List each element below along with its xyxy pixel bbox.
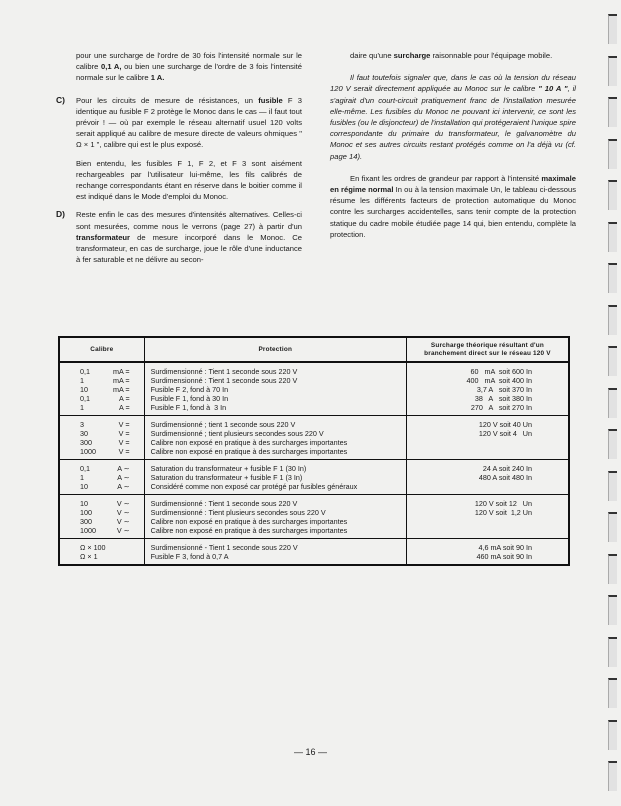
protection-line: Fusible F 1, fond à 30 In xyxy=(150,394,229,403)
italic-note-paragraph: Il faut toutefois signaler que, dans le cas où la tension du réseau 120 V serait directement appliquée au Monoc sur le calibre " 10 A ", il s'agirait d'un court-circuit pratiquement franc de l'installation mesurée elle-même. Les fusibles du Monoc ne pouvant ici intervenir, ce sont les fusibles (ou le disjoncteur) de l'installation qui protégeraient l'unique spire correspondante du primaire du transformateur, le galvanomètre du Monoc et ses autres circuits restant protégés comme on l'a déjà vu (cf. page 14). xyxy=(330,73,576,161)
protection-line: Surdimensionné - Tient 1 seconde sous 220 V xyxy=(150,543,298,552)
calibre-cell xyxy=(59,460,144,495)
binding-tab xyxy=(608,139,617,169)
table-row xyxy=(59,460,569,495)
protection-cell xyxy=(144,460,406,495)
protection-cell xyxy=(144,495,406,539)
surcharge-line: 4,6 mA soit 90 In xyxy=(478,543,532,552)
surcharge-cell xyxy=(406,495,569,539)
binding-tabs xyxy=(606,0,621,806)
protection-line: Considéré comme non exposé car protégé par fusibles généraux xyxy=(150,482,358,491)
section-letter: C) xyxy=(56,94,65,105)
table-row xyxy=(59,362,569,416)
calibre-value: 1 A ∼ xyxy=(80,473,130,482)
binding-tab xyxy=(608,429,617,459)
header-protection: Protection xyxy=(144,337,406,362)
calibre-value: 300 V ∼ xyxy=(80,517,130,526)
page-number: — 16 — xyxy=(293,747,327,757)
surcharge-cell xyxy=(406,539,569,566)
surcharge-cell xyxy=(406,416,569,460)
intro-paragraph: pour une surcharge de l'ordre de 30 fois l'intensité normale sur le calibre 0,1 A, ou bien une surcharge de l'ordre de 3 fois l'intensité normale sur le calibre 1 A. xyxy=(76,51,302,83)
binding-tab xyxy=(608,637,617,667)
calibre-value: 1000 V ∼ xyxy=(80,526,130,535)
protection-cell xyxy=(144,362,406,416)
header-calibre: Calibre xyxy=(59,337,144,362)
protection-line: Surdimensionné ; tient 1 seconde sous 220 V xyxy=(150,420,296,429)
surcharge-line: 460 mA soit 90 In xyxy=(476,552,532,561)
binding-tab xyxy=(608,14,617,44)
protection-line: Calibre non exposé en pratique à des surcharges importantes xyxy=(150,517,348,526)
surcharge-line: 480 A soit 480 In xyxy=(478,473,532,482)
surcharge-line: 120 V soit 1,2 Un xyxy=(474,508,532,517)
surcharge-line: 3,7 A soit 370 In xyxy=(476,385,532,394)
protection-line: Saturation du transformateur + fusible F 1 (30 In) xyxy=(150,464,307,473)
calibre-value: 30 V = xyxy=(80,429,130,438)
surcharge-line: 400 mA soit 400 In xyxy=(466,376,532,385)
protection-line: Surdimensionné : Tient 1 seconde sous 220 V xyxy=(150,499,298,508)
calibre-value: Ω × 1 xyxy=(80,552,98,561)
calibre-value: Ω × 100 xyxy=(80,543,106,552)
calibre-value: 0,1 A ∼ xyxy=(80,464,130,473)
calibre-cell xyxy=(59,416,144,460)
section-letter: D) xyxy=(56,209,65,220)
protection-line: Calibre non exposé en pratique à des surcharges importantes xyxy=(150,438,348,447)
calibre-value: 0,1 mA = xyxy=(80,367,130,376)
summary-paragraph: En fixant les ordres de grandeur par rapport à l'intensité maximale en régime normal In ou à la tension maximale Un, le tableau ci-dessous résume les différents facteurs de protection automatique du Monoc contre les surcharges accidentelles, sans tenir compte de la protection statique du cadre mobile étudiée page 14 qui, bien entendu, complète la protection. xyxy=(330,173,576,239)
table-header-row xyxy=(59,337,569,362)
binding-tab xyxy=(608,512,617,542)
continuation-paragraph: daire qu'une surcharge raisonnable pour l'équipage mobile. xyxy=(350,51,553,60)
calibre-value: 10 A ∼ xyxy=(80,482,130,491)
table-row xyxy=(59,495,569,539)
binding-tab xyxy=(608,720,617,750)
calibre-value: 0,1 A = xyxy=(80,394,130,403)
section-c xyxy=(56,95,302,203)
binding-tab xyxy=(608,305,617,335)
binding-tab xyxy=(608,180,617,210)
protection-cell xyxy=(144,416,406,460)
protection-line: Calibre non exposé en pratique à des surcharges importantes xyxy=(150,447,348,456)
surcharge-line: 120 V soit 4 Un xyxy=(478,429,532,438)
calibre-value: 1 A = xyxy=(80,403,130,412)
calibre-cell xyxy=(59,495,144,539)
section-c-paragraph-1: Pour les circuits de mesure de résistances, un fusible F 3 identique au fusible F 2 protège le Monoc dans le cas — il faut tout prévoir ! — où par exemple le réseau alternatif usuel 120 volts serait appliqué au calibre de mesure directe de valeurs ohmiques " Ω × 1 ", calibre qui est le plus exposé. xyxy=(76,95,302,150)
protection-line: Fusible F 2, fond à 70 In xyxy=(150,385,229,394)
calibre-value: 100 V ∼ xyxy=(80,508,130,517)
calibre-cell xyxy=(59,362,144,416)
binding-tab xyxy=(608,761,617,791)
table-row xyxy=(59,539,569,566)
calibre-cell xyxy=(59,539,144,566)
binding-tab xyxy=(608,56,617,86)
surcharge-line: 24 A soit 240 In xyxy=(482,464,532,473)
right-column xyxy=(330,50,576,240)
binding-tab xyxy=(608,471,617,501)
protection-line: Calibre non exposé en pratique à des surcharges importantes xyxy=(150,526,348,535)
calibre-value: 300 V = xyxy=(80,438,130,447)
binding-tab xyxy=(608,595,617,625)
surcharge-line: 38 A soit 380 In xyxy=(474,394,532,403)
calibre-value: 10 V ∼ xyxy=(80,499,130,508)
protection-line: Saturation du transformateur + fusible F 1 (3 In) xyxy=(150,473,303,482)
surcharge-cell xyxy=(406,362,569,416)
surcharge-line: 120 V soit 40 Un xyxy=(478,420,532,429)
calibre-value: 1 mA = xyxy=(80,376,130,385)
protection-line: Surdimensionné : Tient 1 seconde sous 220 V xyxy=(150,376,298,385)
protection-line: Fusible F 3, fond à 0,7 A xyxy=(150,552,229,561)
binding-tab xyxy=(608,222,617,252)
binding-tab xyxy=(608,97,617,127)
surcharge-line: 270 A soit 270 In xyxy=(470,403,532,412)
calibre-value: 10 mA = xyxy=(80,385,130,394)
table-row xyxy=(59,416,569,460)
binding-tab xyxy=(608,554,617,584)
section-c-paragraph-2: Bien entendu, les fusibles F 1, F 2, et F 3 sont aisément rechargeables par l'utilisateur lui-même, les fils calibrés de rechange correspondants étant en réserve dans le boitier comme il est indiqué dans le Mode d'emploi du Monoc. xyxy=(76,158,302,202)
surcharge-line: 60 mA soit 600 In xyxy=(470,367,532,376)
protection-table xyxy=(58,336,570,566)
surcharge-line: 120 V soit 12 Un xyxy=(474,499,532,508)
protection-line: Fusible F 1, fond à 3 In xyxy=(150,403,227,412)
protection-line: Surdimensionné : Tient plusieurs secondes sous 220 V xyxy=(150,508,326,517)
binding-tab xyxy=(608,263,617,293)
binding-tab xyxy=(608,346,617,376)
header-surcharge: Surcharge théorique résultant d'un branchement direct sur le réseau 120 V xyxy=(406,337,569,362)
section-d xyxy=(56,209,302,265)
protection-line: Surdimensionné : Tient 1 seconde sous 220 V xyxy=(150,367,298,376)
surcharge-cell xyxy=(406,460,569,495)
binding-tab xyxy=(608,388,617,418)
section-d-paragraph: Reste enfin le cas des mesures d'intensités alternatives. Celles-ci sont mesurées, comme nous le verrons (page 27) à partir d'un transformateur de mesure incorporé dans le Monoc. Ce transformateur, en cas de surcharge, joue le rôle d'une inductance à fer saturable et ne délivre au secon- xyxy=(76,210,302,265)
protection-cell xyxy=(144,539,406,566)
left-column xyxy=(56,50,302,265)
protection-line: Surdimensionné ; tient plusieurs secondes sous 220 V xyxy=(150,429,324,438)
calibre-value: 3 V = xyxy=(80,420,130,429)
binding-tab xyxy=(608,678,617,708)
calibre-value: 1000 V = xyxy=(80,447,130,456)
